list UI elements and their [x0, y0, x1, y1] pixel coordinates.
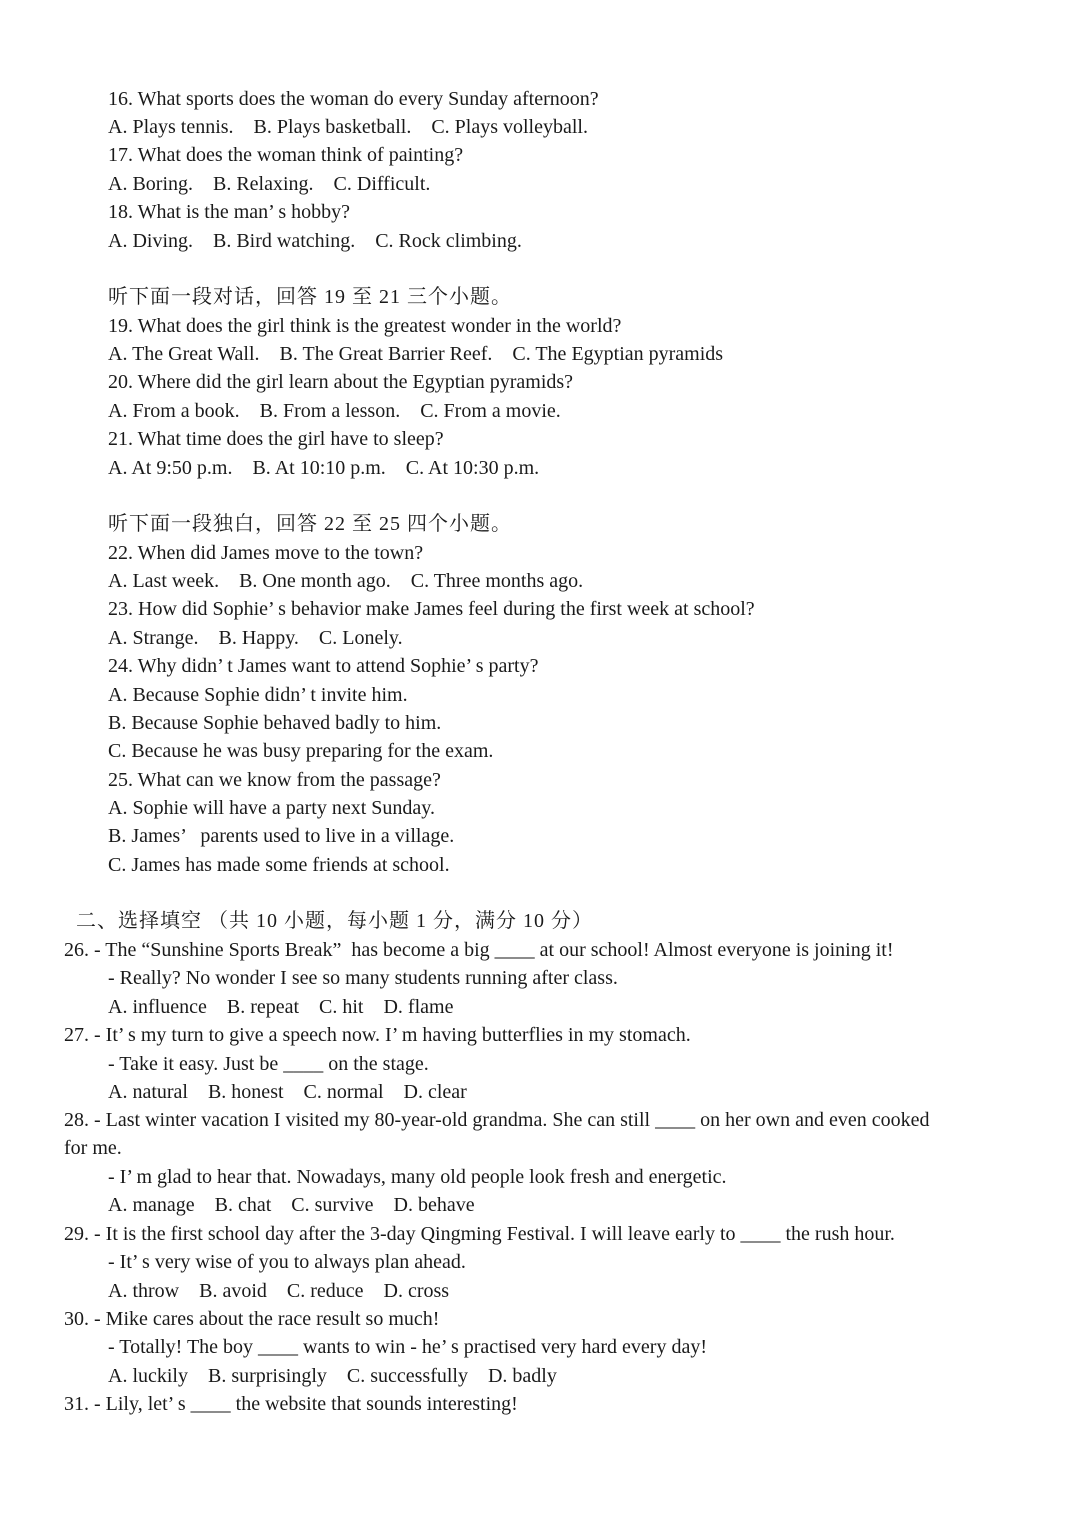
reply-30: - Totally! The boy ____ wants to win - he’ s practised very hard every day!: [108, 1336, 707, 1358]
reply-28: - I’ m glad to hear that. Nowadays, many old people look fresh and energetic.: [108, 1166, 727, 1188]
options-30: A. luckily B. surprisingly C. successfully D. badly: [108, 1365, 557, 1387]
options-26: A. influence B. repeat C. hit D. flame: [108, 996, 454, 1018]
question-23: 23. How did Sophie’ s behavior make James feel during the first week at school?: [108, 598, 755, 620]
options-18: A. Diving. B. Bird watching. C. Rock climbing.: [108, 230, 522, 252]
options-22: A. Last week. B. One month ago. C. Three months ago.: [108, 570, 584, 592]
option-25-b: B. James’ parents used to live in a village.: [108, 825, 455, 847]
options-29: A. throw B. avoid C. reduce D. cross: [108, 1280, 450, 1302]
question-28-continued: for me.: [64, 1137, 122, 1159]
question-20: 20. Where did the girl learn about the Egyptian pyramids?: [108, 371, 574, 393]
option-24-c: C. Because he was busy preparing for the exam.: [108, 740, 494, 762]
options-28: A. manage B. chat C. survive D. behave: [108, 1194, 475, 1216]
options-21: A. At 9:50 p.m. B. At 10:10 p.m. C. At 10:30 p.m.: [108, 457, 540, 479]
section-19-instruction: 听下面一段对话，回答 19 至 21 三个小题。: [108, 286, 512, 308]
option-24-b: B. Because Sophie behaved badly to him.: [108, 712, 442, 734]
option-25-a: A. Sophie will have a party next Sunday.: [108, 797, 435, 819]
options-23: A. Strange. B. Happy. C. Lonely.: [108, 627, 403, 649]
section-22-instruction: 听下面一段独白，回答 22 至 25 四个小题。: [108, 513, 512, 535]
question-21: 21. What time does the girl have to sleep?: [108, 428, 444, 450]
question-30: 30. - Mike cares about the race result so much!: [64, 1308, 440, 1330]
question-22: 22. When did James move to the town?: [108, 542, 424, 564]
question-19: 19. What does the girl think is the greatest wonder in the world?: [108, 315, 622, 337]
reply-29: - It’ s very wise of you to always plan ahead.: [108, 1251, 466, 1273]
options-27: A. natural B. honest C. normal D. clear: [108, 1081, 467, 1103]
reply-26: - Really? No wonder I see so many students running after class.: [108, 967, 618, 989]
reply-27: - Take it easy. Just be ____ on the stage.: [108, 1053, 429, 1075]
options-20: A. From a book. B. From a lesson. C. From a movie.: [108, 400, 561, 422]
question-28: 28. - Last winter vacation I visited my 80-year-old grandma. She can still ____ on her own and even cooked: [64, 1109, 930, 1131]
question-31: 31. - Lily, let’ s ____ the website that sounds interesting!: [64, 1393, 518, 1415]
question-17: 17. What does the woman think of painting?: [108, 144, 464, 166]
question-26: 26. - The “Sunshine Sports Break” has become a big ____ at our school! Almost everyone is joining it!: [64, 939, 894, 961]
section-2-title: 二、选择填空 （共 10 小题，每小题 1 分，满分 10 分）: [76, 910, 593, 932]
question-16: 16. What sports does the woman do every Sunday afternoon?: [108, 88, 599, 110]
question-18: 18. What is the man’ s hobby?: [108, 201, 350, 223]
options-17: A. Boring. B. Relaxing. C. Difficult.: [108, 173, 431, 195]
option-25-c: C. James has made some friends at school.: [108, 854, 450, 876]
question-29: 29. - It is the first school day after the 3-day Qingming Festival. I will leave early to ____ the rush hour.: [64, 1223, 895, 1245]
question-27: 27. - It’ s my turn to give a speech now. I’ m having butterflies in my stomach.: [64, 1024, 691, 1046]
options-16: A. Plays tennis. B. Plays basketball. C. Plays volleyball.: [108, 116, 588, 138]
option-24-a: A. Because Sophie didn’ t invite him.: [108, 684, 408, 706]
question-24: 24. Why didn’ t James want to attend Sophie’ s party?: [108, 655, 539, 677]
question-25: 25. What can we know from the passage?: [108, 769, 441, 791]
options-19: A. The Great Wall. B. The Great Barrier Reef. C. The Egyptian pyramids: [108, 343, 724, 365]
